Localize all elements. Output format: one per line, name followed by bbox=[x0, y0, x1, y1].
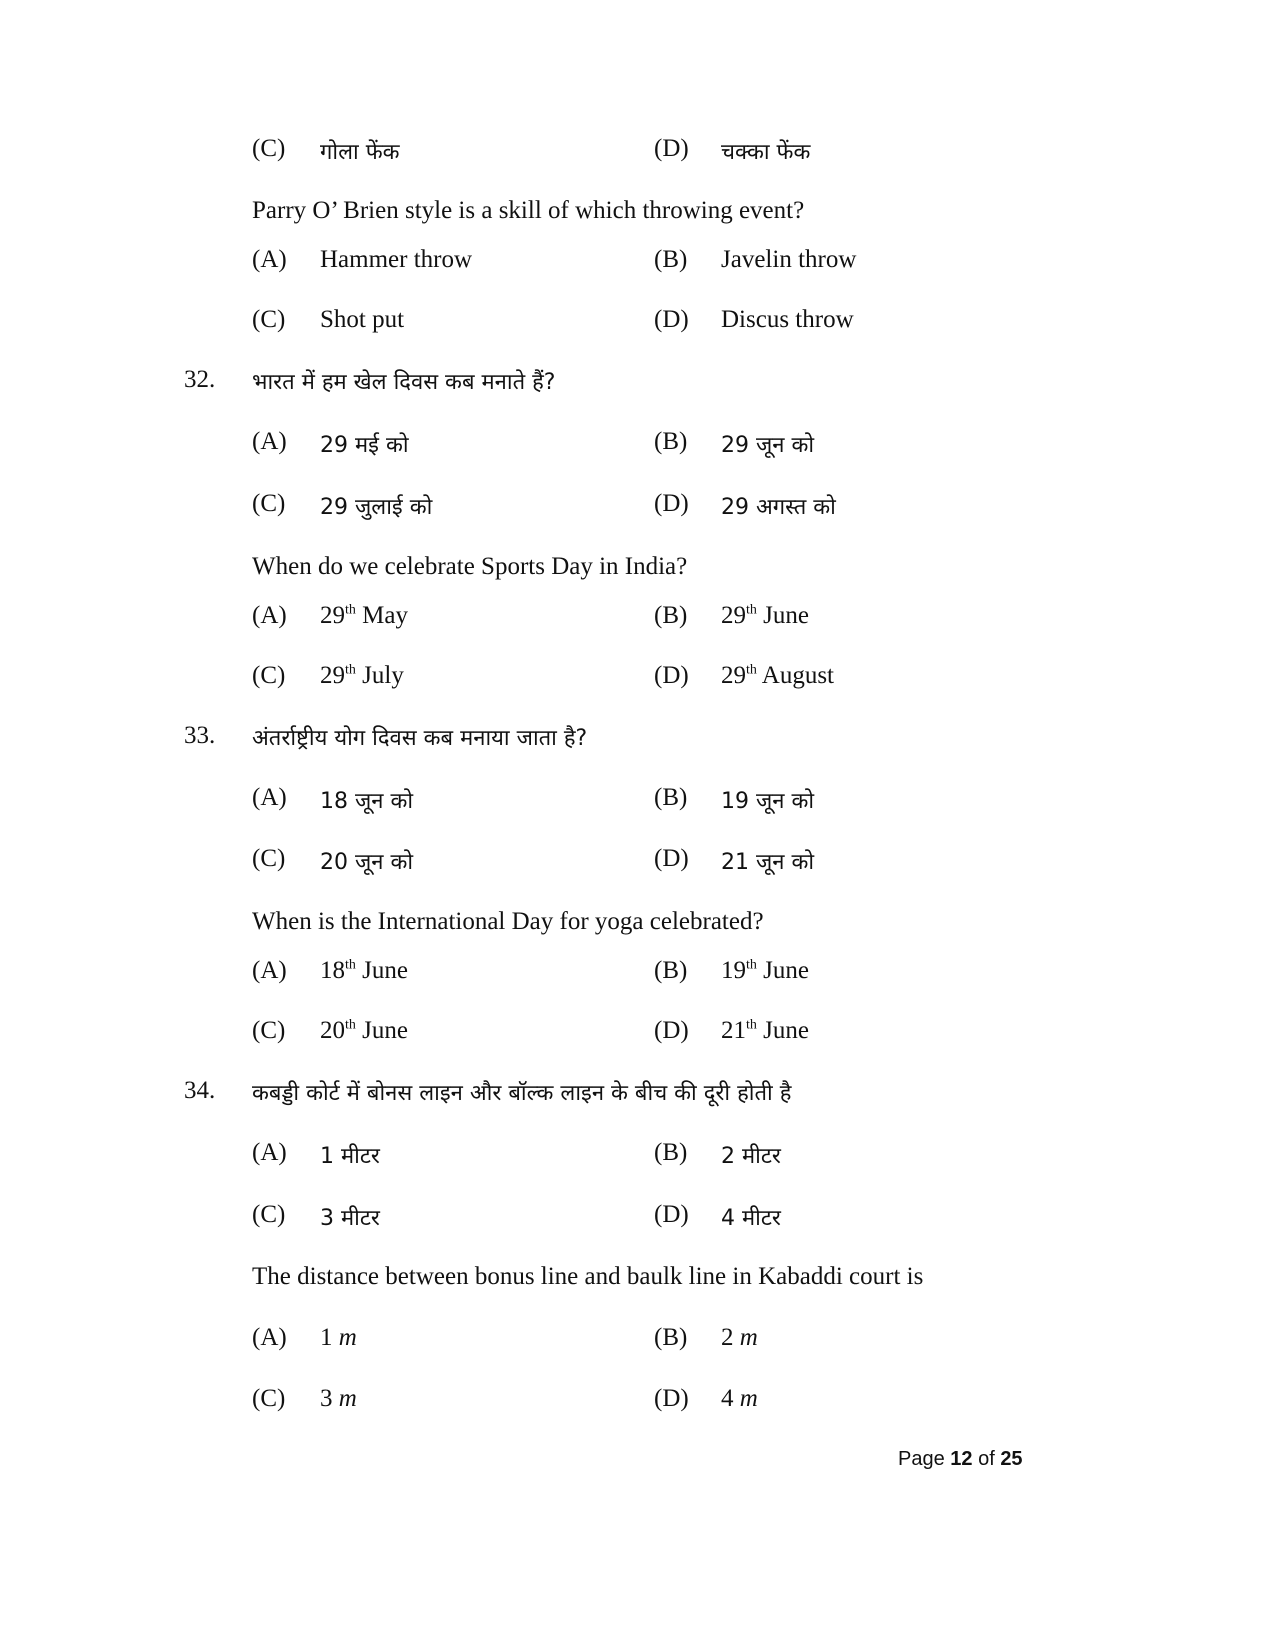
question-number: 32. bbox=[184, 366, 216, 393]
label-d: (D) bbox=[654, 1017, 689, 1044]
q33-hi-question: अंतर्राष्ट्रीय योग दिवस कब मनाया जाता है? bbox=[252, 726, 588, 751]
label-b: (B) bbox=[654, 428, 688, 455]
q34-en-option-d: 4 m bbox=[721, 1385, 758, 1412]
label-c: (C) bbox=[252, 662, 286, 689]
label-a: (A) bbox=[252, 428, 287, 455]
q33-en-option-a: 18th June bbox=[320, 957, 408, 984]
label-c: (C) bbox=[252, 490, 286, 517]
label-b: (B) bbox=[654, 1324, 688, 1351]
q32-hi-option-c: 29 जुलाई को bbox=[320, 495, 433, 520]
q31-en-option-a: Hammer throw bbox=[320, 246, 473, 273]
q34-hi-option-d: 4 मीटर bbox=[721, 1206, 781, 1231]
label-b: (B) bbox=[654, 1139, 688, 1166]
q34-en-option-c: 3 m bbox=[320, 1385, 357, 1412]
page-number: Page 12 of 25 bbox=[898, 1448, 1023, 1470]
q33-hi-option-d: 21 जून को bbox=[721, 850, 815, 875]
label-d: (D) bbox=[654, 1201, 689, 1228]
label-a: (A) bbox=[252, 957, 287, 984]
q32-en-option-b: 29th June bbox=[721, 602, 809, 629]
q32-en-option-d: 29th August bbox=[721, 662, 834, 689]
label-d: (D) bbox=[654, 845, 689, 872]
q31-en-option-b: Javelin throw bbox=[721, 246, 857, 273]
label-a: (A) bbox=[252, 1139, 287, 1166]
label-c: (C) bbox=[252, 1385, 286, 1412]
q31-en-option-d: Discus throw bbox=[721, 306, 854, 333]
q33-hi-option-c: 20 जून को bbox=[320, 850, 414, 875]
q32-hi-option-b: 29 जून को bbox=[721, 433, 815, 458]
label-b: (B) bbox=[654, 784, 688, 811]
question-number: 33. bbox=[184, 722, 216, 749]
q34-hi-option-c: 3 मीटर bbox=[320, 1206, 380, 1231]
label-c: (C) bbox=[252, 306, 286, 333]
label-b: (B) bbox=[654, 957, 688, 984]
question-number: 34. bbox=[184, 1077, 216, 1104]
q34-en-question: The distance between bonus line and baulk line in Kabaddi court is bbox=[252, 1263, 924, 1290]
q34-en-option-a: 1 m bbox=[320, 1324, 357, 1351]
q32-hi-question: भारत में हम खेल दिवस कब मनाते हैं? bbox=[252, 370, 556, 395]
label-d: (D) bbox=[654, 662, 689, 689]
q31-en-question: Parry O’ Brien style is a skill of which throwing event? bbox=[252, 197, 805, 224]
q32-hi-option-d: 29 अगस्त को bbox=[721, 495, 836, 520]
label-a: (A) bbox=[252, 1324, 287, 1351]
q31-en-option-c: Shot put bbox=[320, 306, 405, 333]
label-c: (C) bbox=[252, 1201, 286, 1228]
label-b: (B) bbox=[654, 246, 688, 273]
q34-hi-question: कबड्डी कोर्ट में बोनस लाइन और बॉल्क लाइन के बीच की दूरी होती है bbox=[252, 1081, 792, 1106]
q33-en-option-b: 19th June bbox=[721, 957, 809, 984]
q32-en-question: When do we celebrate Sports Day in India? bbox=[252, 553, 688, 580]
q31-hi-option-c: गोला फेंक bbox=[320, 140, 400, 165]
q34-hi-option-a: 1 मीटर bbox=[320, 1144, 380, 1169]
q32-en-option-a: 29th May bbox=[320, 602, 408, 629]
label-d: (D) bbox=[654, 135, 689, 162]
label-c: (C) bbox=[252, 135, 286, 162]
q31-hi-option-d: चक्का फेंक bbox=[721, 140, 811, 165]
label-c: (C) bbox=[252, 1017, 286, 1044]
q33-en-option-c: 20th June bbox=[320, 1017, 408, 1044]
label-a: (A) bbox=[252, 246, 287, 273]
label-a: (A) bbox=[252, 602, 287, 629]
label-a: (A) bbox=[252, 784, 287, 811]
q32-hi-option-a: 29 मई को bbox=[320, 433, 409, 458]
q33-en-option-d: 21th June bbox=[721, 1017, 809, 1044]
q32-en-option-c: 29th July bbox=[320, 662, 404, 689]
label-d: (D) bbox=[654, 306, 689, 333]
label-c: (C) bbox=[252, 845, 286, 872]
label-d: (D) bbox=[654, 490, 689, 517]
q33-hi-option-a: 18 जून को bbox=[320, 789, 414, 814]
q33-hi-option-b: 19 जून को bbox=[721, 789, 815, 814]
label-d: (D) bbox=[654, 1385, 689, 1412]
q34-en-option-b: 2 m bbox=[721, 1324, 758, 1351]
q34-hi-option-b: 2 मीटर bbox=[721, 1144, 781, 1169]
label-b: (B) bbox=[654, 602, 688, 629]
q33-en-question: When is the International Day for yoga celebrated? bbox=[252, 908, 764, 935]
